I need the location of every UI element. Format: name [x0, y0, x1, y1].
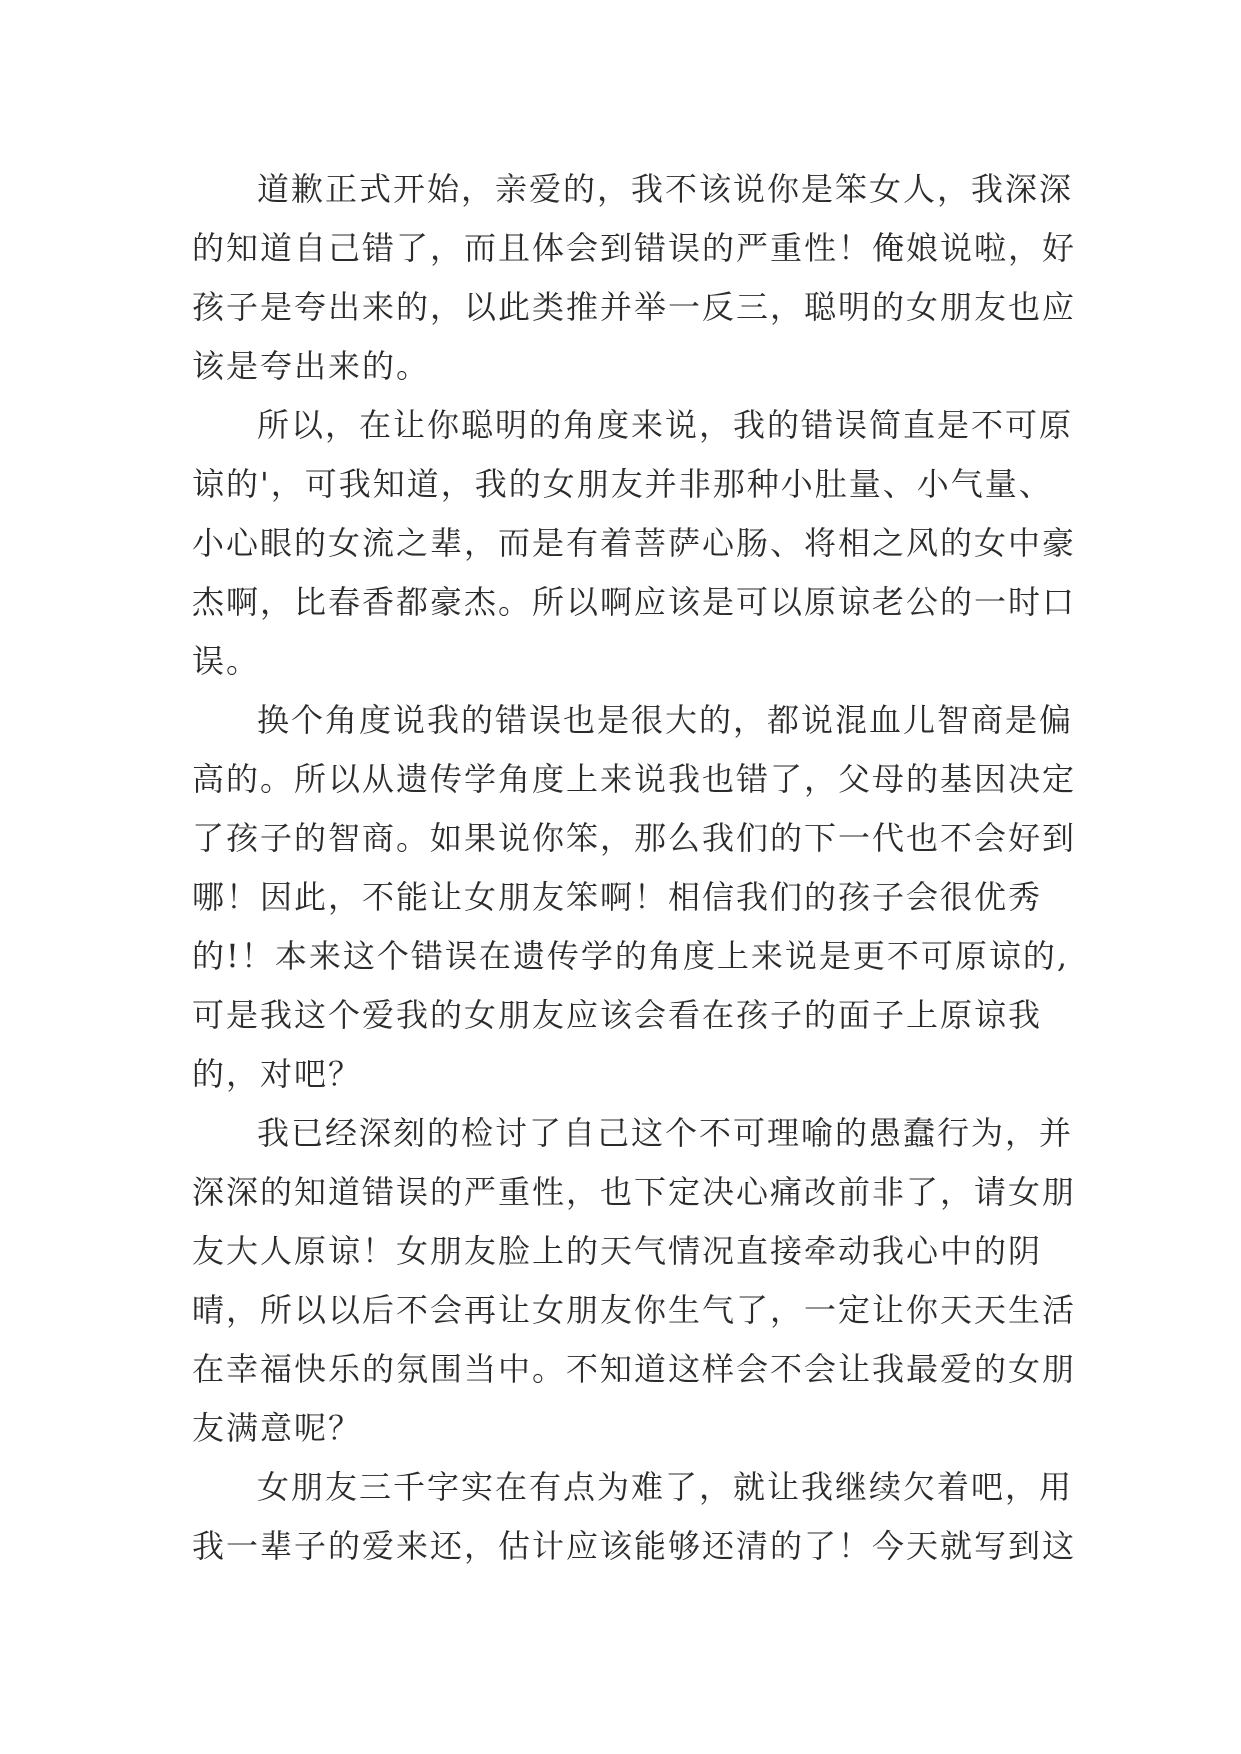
paragraph-line: 晴，所以以后不会再让女朋友你生气了，一定让你天天生活	[192, 1291, 1077, 1329]
paragraph-line: 高的。所以从遗传学角度上来说我也错了，父母的基因决定	[192, 760, 1077, 798]
paragraph-line: 友大人原谅！女朋友脸上的天气情况直接牵动我心中的阴	[192, 1232, 1043, 1270]
paragraph-line: 该是夸出来的。	[192, 347, 431, 385]
paragraph-line: 小心眼的女流之辈，而是有着菩萨心肠、将相之风的女中豪	[192, 524, 1077, 562]
paragraph-line: 在幸福快乐的氛围当中。不知道这样会不会让我最爱的女朋	[192, 1350, 1077, 1388]
paragraph-line: 误。	[192, 642, 261, 680]
document-body	[192, 160, 1077, 1576]
paragraph-line: 所以，在让你聪明的角度来说，我的错误简直是不可原	[257, 406, 1074, 444]
paragraph-line: 可是我这个爱我的女朋友应该会看在孩子的面子上原谅我	[192, 996, 1043, 1034]
paragraph-line: 友满意呢？	[192, 1409, 363, 1447]
paragraph-line: 道歉正式开始，亲爱的，我不该说你是笨女人，我深深	[257, 170, 1074, 208]
paragraph-line: 女朋友三千字实在有点为难了，就让我继续欠着吧，用	[257, 1468, 1074, 1506]
paragraph-line: 谅的'，可我知道，我的女朋友并非那种小肚量、小气量、	[192, 465, 1053, 503]
paragraph-line: 的!！本来这个错误在遗传学的角度上来说是更不可原谅的,	[192, 937, 1070, 975]
paragraph-line: 杰啊，比春香都豪杰。所以啊应该是可以原谅老公的一时口	[192, 583, 1077, 621]
paragraph-line: 的，对吧？	[192, 1055, 363, 1093]
paragraph-line: 的知道自己错了，而且体会到错误的严重性！俺娘说啦，好	[192, 229, 1077, 267]
paragraph-line: 孩子是夸出来的，以此类推并举一反三，聪明的女朋友也应	[192, 288, 1077, 326]
paragraph-line: 换个角度说我的错误也是很大的，都说混血儿智商是偏	[257, 701, 1074, 739]
paragraph-line: 我一辈子的爱来还，估计应该能够还清的了！今天就写到这	[192, 1527, 1077, 1565]
paragraph-line: 我已经深刻的检讨了自己这个不可理喻的愚蠢行为，并	[257, 1114, 1074, 1152]
paragraph-line: 深深的知道错误的严重性，也下定决心痛改前非了，请女朋	[192, 1173, 1077, 1211]
paragraph-line: 哪！因此，不能让女朋友笨啊！相信我们的孩子会很优秀	[192, 878, 1043, 916]
paragraph-line: 了孩子的智商。如果说你笨，那么我们的下一代也不会好到	[192, 819, 1077, 857]
